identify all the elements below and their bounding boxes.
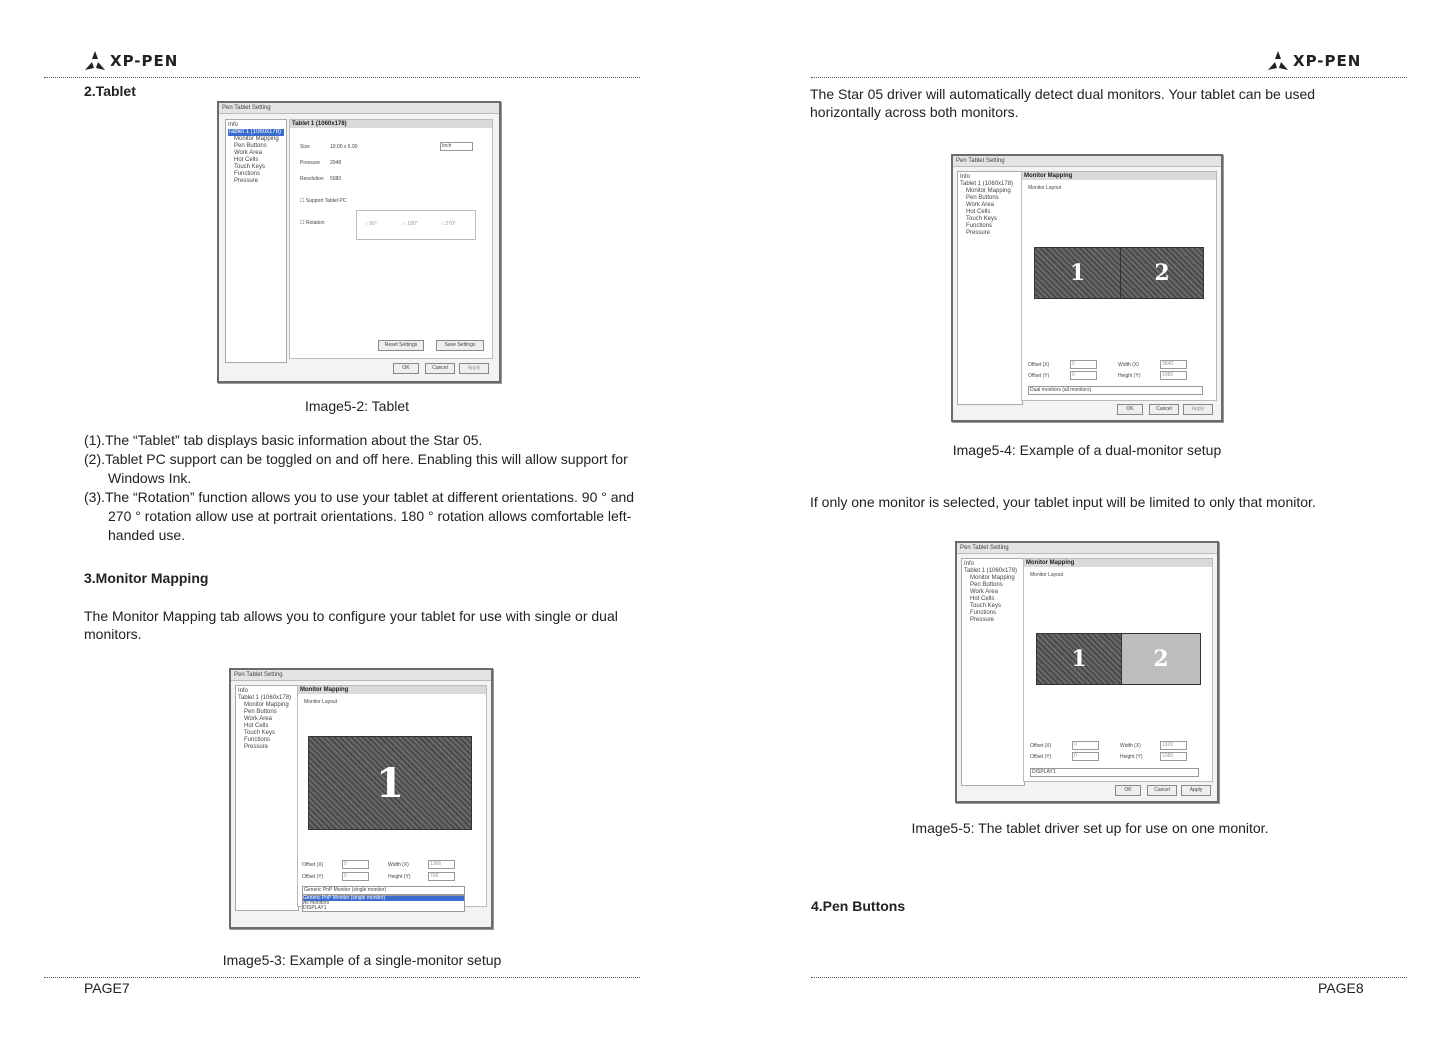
tablet-pc-checkbox: ☐ Support Tablet PC bbox=[300, 198, 347, 204]
tree-item-selected: Monitor Mapping bbox=[970, 575, 1015, 581]
width-field: 1920 bbox=[1160, 741, 1187, 750]
tree-item: Functions bbox=[966, 223, 993, 229]
tablet-dialog-screenshot bbox=[217, 101, 501, 383]
tree-item: Hot Cells bbox=[234, 157, 259, 163]
brand-name: XP-PEN bbox=[110, 52, 179, 70]
height-label: Height (Y) bbox=[1120, 754, 1143, 760]
tree-item: Pen Buttons bbox=[234, 143, 267, 149]
tree-item: Pen Buttons bbox=[966, 195, 999, 201]
tree-item: Hot Cells bbox=[966, 209, 991, 215]
dialog-title: Pen Tablet Setting bbox=[953, 156, 1221, 167]
tablet-info-list bbox=[84, 431, 640, 545]
pen-buttons-heading: 4.Pen Buttons bbox=[811, 898, 906, 914]
offset-x-field: 0 bbox=[1072, 741, 1099, 750]
monitor-layout-label: Monitor Layout bbox=[1028, 185, 1062, 191]
unit-select: Inch bbox=[440, 142, 473, 151]
footer-rule-right bbox=[811, 977, 1407, 978]
footer-rule-left bbox=[44, 977, 640, 978]
caption-image5-2: Image5-2: Tablet bbox=[304, 398, 410, 414]
rotation-group bbox=[356, 210, 476, 240]
tree-item: Pressure bbox=[244, 744, 269, 750]
ok-button: OK bbox=[1117, 404, 1143, 415]
tree-item: Touch Keys bbox=[244, 730, 276, 736]
apply-button: Apply bbox=[1181, 785, 1211, 796]
ok-button: OK bbox=[1115, 785, 1141, 796]
tree-item: Functions bbox=[234, 171, 261, 177]
cancel-button: Cancel bbox=[1149, 404, 1179, 415]
offset-x-field: 0 bbox=[342, 860, 369, 869]
offset-y-label: Offset (Y) bbox=[1028, 373, 1050, 379]
tree-item-selected: Tablet 1 (1060x178) bbox=[228, 129, 284, 136]
resolution-value: 5080 bbox=[330, 176, 342, 182]
monitor-mapping-heading: 3.Monitor Mapping bbox=[84, 570, 209, 586]
tree-item: Touch Keys bbox=[234, 164, 266, 170]
dual-monitor-intro: The Star 05 driver will automatically detect dual monitors. Your tablet can be used horizontally across both monitors. bbox=[810, 86, 1316, 120]
pressure-label: Pressure bbox=[300, 160, 321, 166]
tree-item: Work Area bbox=[966, 202, 994, 208]
monitor-1: 1 bbox=[1034, 247, 1121, 299]
panel-title: Tablet 1 (1060x178) bbox=[290, 120, 492, 128]
dual-monitor-dialog-screenshot bbox=[951, 154, 1223, 422]
width-field: 3840 bbox=[1160, 360, 1187, 369]
height-field: 1080 bbox=[1160, 371, 1187, 380]
brand-name: XP-PEN bbox=[1293, 52, 1362, 70]
tablet-pc-label: Support Tablet PC bbox=[305, 198, 347, 204]
dialog-title: Pen Tablet Setting bbox=[231, 670, 491, 681]
width-label: Width (X) bbox=[388, 862, 409, 868]
monitor-1: 1 bbox=[308, 736, 472, 830]
reset-settings-button: Reset Settings bbox=[378, 340, 424, 351]
xp-pen-logo-icon bbox=[1267, 50, 1289, 72]
tree-item: Pressure bbox=[234, 178, 259, 184]
xp-pen-logo-icon bbox=[84, 50, 106, 72]
tree-item: Hot Cells bbox=[244, 723, 269, 729]
monitor-mapping-panel bbox=[1023, 558, 1213, 782]
monitor-2: 2 bbox=[1120, 247, 1204, 299]
dropdown-option: DISPLAY1 bbox=[303, 905, 327, 911]
list-item: (2).Tablet PC support can be toggled on and off here. Enabling this will allow support for Windows Ink. bbox=[84, 451, 628, 486]
tree-item: Functions bbox=[970, 610, 997, 616]
height-field: 1080 bbox=[1160, 752, 1187, 761]
offset-y-label: Offset (Y) bbox=[302, 874, 324, 880]
tablet-panel bbox=[289, 119, 493, 359]
monitor-dropdown: DISPLAY1 bbox=[1030, 768, 1199, 777]
height-label: Height (Y) bbox=[1118, 373, 1141, 379]
monitor-layout-label: Monitor Layout bbox=[304, 699, 338, 705]
panel-title: Monitor Mapping bbox=[1024, 559, 1212, 567]
monitor-dropdown: Generic PnP Monitor (single monitor) bbox=[302, 886, 465, 895]
tree-item: Pen Buttons bbox=[970, 582, 1003, 588]
tree-item: Pressure bbox=[966, 230, 991, 236]
offset-y-label: Offset (Y) bbox=[1030, 754, 1052, 760]
monitor-mapping-panel bbox=[297, 685, 487, 911]
tree-item: Info bbox=[238, 688, 249, 694]
tree-item: Tablet 1 (1060x178) bbox=[964, 568, 1018, 574]
width-field: 1366 bbox=[428, 860, 455, 869]
panel-title: Monitor Mapping bbox=[1022, 172, 1216, 180]
tree-item: Pen Buttons bbox=[244, 709, 277, 715]
monitor-layout-label: Monitor Layout bbox=[1030, 572, 1064, 578]
tree-item: Info bbox=[960, 174, 971, 180]
monitor-dropdown: Dual monitors (all monitors) bbox=[1028, 386, 1203, 395]
cancel-button: Cancel bbox=[425, 363, 455, 374]
list-item: (1).The “Tablet” tab displays basic information about the Star 05. bbox=[84, 432, 483, 448]
list-item: (3).The “Rotation” function allows you to use your tablet at different orientations. 90 ° and 270 ° rotation allow use at portrait orientations. 180 ° rotation allows comfortable left-handed use. bbox=[84, 489, 635, 543]
tree-item-selected: Monitor Mapping bbox=[244, 702, 289, 708]
save-settings-button: Save Settings bbox=[436, 340, 484, 351]
tree-item: Touch Keys bbox=[970, 603, 1002, 609]
monitor-mapping-panel bbox=[1021, 171, 1217, 401]
offset-y-field: 0 bbox=[1072, 752, 1099, 761]
rot-270: ○ 270° bbox=[441, 221, 456, 227]
apply-button: Apply bbox=[459, 363, 489, 374]
tree-item: Info bbox=[228, 122, 239, 128]
monitor-dropdown-list bbox=[302, 895, 465, 912]
single-monitor-dialog-screenshot bbox=[229, 668, 493, 929]
ok-button: OK bbox=[393, 363, 419, 374]
rotation-label: Rotation bbox=[305, 220, 325, 226]
pressure-value: 2048 bbox=[330, 160, 342, 166]
dialog-title: Pen Tablet Setting bbox=[219, 103, 499, 114]
tree-item: Monitor Mapping bbox=[234, 136, 279, 142]
one-monitor-dialog-screenshot bbox=[955, 541, 1219, 803]
size-label: Size bbox=[300, 144, 310, 150]
page-number-right: PAGE8 bbox=[1318, 980, 1364, 996]
offset-x-label: Offset (X) bbox=[302, 862, 324, 868]
dialog-title: Pen Tablet Setting bbox=[957, 543, 1217, 554]
height-field: 768 bbox=[428, 872, 455, 881]
offset-x-label: Offset (X) bbox=[1028, 362, 1050, 368]
settings-tree bbox=[961, 558, 1025, 786]
page-number-left: PAGE7 bbox=[84, 980, 130, 996]
rot-180: ○ 180° bbox=[403, 221, 418, 227]
single-monitor-text: If only one monitor is selected, your tablet input will be limited to only that monitor. bbox=[810, 494, 1316, 510]
offset-x-label: Offset (X) bbox=[1030, 743, 1052, 749]
width-label: Width (X) bbox=[1118, 362, 1139, 368]
tree-item: Work Area bbox=[234, 150, 262, 156]
monitor-1: 1 bbox=[1036, 633, 1122, 685]
header-rule-left bbox=[44, 77, 640, 78]
settings-tree bbox=[957, 171, 1023, 405]
tree-item: Functions bbox=[244, 737, 271, 743]
tree-item: Work Area bbox=[244, 716, 272, 722]
caption-image5-5: Image5-5: The tablet driver set up for use on one monitor. bbox=[911, 820, 1269, 836]
tablet-heading: 2.Tablet bbox=[84, 83, 136, 99]
rotation-checkbox: ☐ Rotation bbox=[300, 220, 325, 226]
monitor-mapping-text: The Monitor Mapping tab allows you to configure your tablet for use with single or dual monitors. bbox=[84, 608, 618, 642]
dropdown-option: All monitors bbox=[303, 900, 330, 906]
tree-item: Tablet 1 (1060x178) bbox=[238, 695, 292, 701]
width-label: Width (X) bbox=[1120, 743, 1141, 749]
tree-item: Tablet 1 (1060x178) bbox=[960, 181, 1014, 187]
offset-y-field: 0 bbox=[1070, 371, 1097, 380]
tree-item: Hot Cells bbox=[970, 596, 995, 602]
tree-item: Pressure bbox=[970, 617, 995, 623]
settings-tree bbox=[225, 119, 287, 363]
caption-image5-3: Image5-3: Example of a single-monitor setup bbox=[222, 952, 502, 968]
brand-logo-right bbox=[1267, 50, 1361, 72]
dropdown-option: Generic PnP Monitor (single monitor) bbox=[303, 896, 464, 901]
offset-x-field: 0 bbox=[1070, 360, 1097, 369]
size-value: 10.00 x 6.00 bbox=[330, 144, 358, 150]
tree-item-selected: Monitor Mapping bbox=[966, 188, 1011, 194]
height-label: Height (Y) bbox=[388, 874, 411, 880]
tree-item: Touch Keys bbox=[966, 216, 998, 222]
cancel-button: Cancel bbox=[1147, 785, 1177, 796]
panel-title: Monitor Mapping bbox=[298, 686, 486, 694]
monitor-2: 2 bbox=[1121, 633, 1201, 685]
apply-button: Apply bbox=[1183, 404, 1213, 415]
rot-90: ○ 90° bbox=[365, 221, 377, 227]
resolution-label: Resolution bbox=[300, 176, 324, 182]
settings-tree bbox=[235, 685, 299, 911]
tree-item: Info bbox=[964, 561, 975, 567]
offset-y-field: 0 bbox=[342, 872, 369, 881]
header-rule-right bbox=[811, 77, 1407, 78]
brand-logo-left bbox=[84, 50, 178, 72]
tree-item: Work Area bbox=[970, 589, 998, 595]
caption-image5-4: Image5-4: Example of a dual-monitor setup bbox=[952, 442, 1222, 458]
